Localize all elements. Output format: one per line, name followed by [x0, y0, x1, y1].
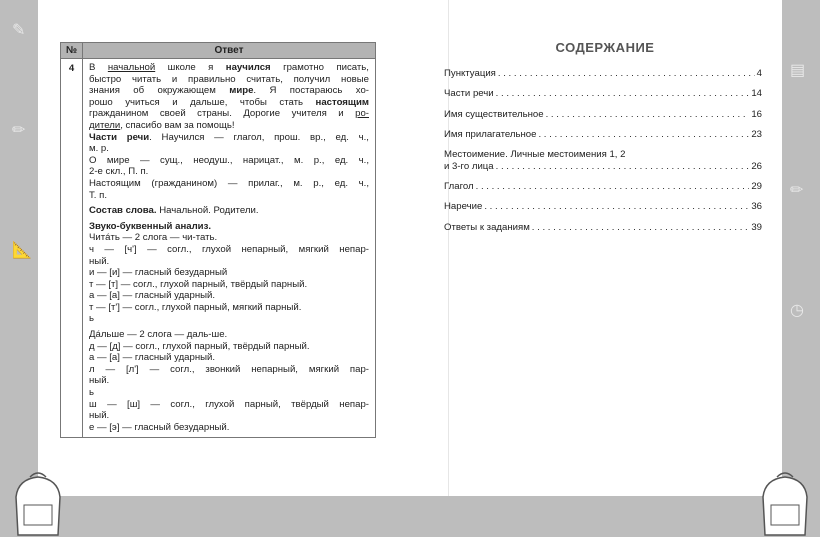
- toc-page-number: 16: [751, 108, 762, 120]
- text-span: Части речи: [89, 131, 150, 143]
- toc-item[interactable]: [444, 109, 762, 121]
- task-number: 4: [61, 59, 83, 438]
- answer-line: [89, 221, 369, 233]
- toc-item-label: и 3-го лица: [444, 160, 494, 172]
- toc-item[interactable]: [444, 222, 762, 234]
- text-span: ный.: [89, 255, 110, 267]
- dot-leader: [496, 161, 750, 173]
- dot-leader: [496, 88, 750, 100]
- dot-leader: [484, 201, 749, 213]
- dot-leader: [538, 129, 749, 141]
- answer-line: [89, 166, 369, 178]
- answer-line: [89, 190, 369, 202]
- answer-line: [89, 232, 369, 244]
- text-span: Читáть — 2 слога — чи-тать.: [89, 232, 218, 244]
- toc-item-label: Имя прилагательное: [444, 128, 537, 140]
- answer-text: [83, 59, 376, 438]
- text-span: В: [89, 62, 108, 73]
- toc-item-label: Наречие: [444, 201, 483, 213]
- answer-line: [89, 256, 369, 268]
- text-span: и — [и] — гласный безударный: [89, 267, 228, 279]
- text-span: ь: [89, 313, 94, 325]
- toc-page-number: 23: [751, 128, 762, 140]
- text-span: е — [э] — гласный безударный.: [89, 421, 230, 433]
- dot-leader: [532, 222, 750, 234]
- answer-line: [89, 387, 369, 399]
- toc-item-label: Имя существительное: [444, 108, 544, 120]
- answer-line: [89, 178, 369, 190]
- text-span: , спасибо вам за помощь!: [120, 119, 235, 131]
- table-row: [61, 59, 376, 438]
- answer-table: [60, 42, 376, 438]
- toc-item-label: Местоимение. Личные местоимения 1, 2: [444, 149, 626, 161]
- answer-line: [89, 155, 369, 167]
- answer-line: [89, 364, 369, 376]
- text-span: ш — [ш] — согл., глухой парный, твёрдый непар-: [89, 398, 369, 410]
- text-span: . Научился — глагол, прош. вр., ед. ч.,: [149, 131, 369, 143]
- toc-item-label: Ответы к заданиям: [444, 221, 530, 233]
- ruler-icon: 📐: [12, 242, 32, 259]
- text-span: знания об окружающем: [89, 85, 230, 97]
- toc-item[interactable]: [444, 88, 762, 100]
- text-span: Начальной. Родители.: [156, 205, 259, 217]
- toc-page-number: 29: [751, 181, 762, 192]
- text-span: т — [т'] — согл., глухой парный, мягкий парный.: [89, 301, 302, 313]
- text-span: начальной: [107, 62, 156, 73]
- toc-page-number: 36: [751, 201, 762, 213]
- text-span: Звуко-буквенный анализ.: [89, 220, 212, 232]
- text-span: ч — [ч'] — согл., глухой непарный, мягкий непар-: [89, 243, 369, 255]
- text-span: мире: [229, 85, 254, 97]
- answer-line: [89, 313, 369, 325]
- text-span: л — [л'] — согл., звонкий непарный, мягкий пар-: [89, 363, 369, 375]
- text-span: ь: [89, 387, 94, 399]
- text-span: а — [а] — гласный ударный.: [89, 290, 216, 302]
- answer-line: [89, 302, 369, 314]
- toc-title: СОДЕРЖАНИЕ: [555, 40, 655, 55]
- toc-item[interactable]: [444, 68, 762, 80]
- answer-line: [89, 108, 369, 120]
- answer-line: [89, 410, 369, 422]
- toc-page-number: 26: [751, 160, 762, 172]
- answer-line: [89, 120, 369, 132]
- answer-line: [89, 85, 369, 97]
- text-span: школе я: [155, 62, 226, 73]
- text-span: д — [д] — согл., глухой парный, твёрдый парный.: [89, 340, 310, 352]
- text-span: м. р.: [89, 143, 109, 155]
- text-span: 2-е скл., П. п.: [89, 166, 149, 178]
- answer-line: [89, 143, 369, 155]
- toc-page-number: 39: [751, 221, 762, 233]
- backpack-icon: [8, 467, 68, 537]
- toc-item-label: Части речи: [444, 88, 494, 100]
- answer-line: [89, 97, 369, 109]
- text-span: Дáльше — 2 слога — даль-ше.: [89, 329, 228, 341]
- toc-page-number: 14: [751, 88, 762, 100]
- pencil-icon: ✏: [12, 122, 26, 139]
- text-span: Настоящим (гражданином) — прилаг., м. р., ед. ч.,: [89, 177, 369, 189]
- answer-line: [89, 74, 369, 86]
- answer-line: [89, 279, 369, 291]
- toc-item[interactable]: [444, 161, 762, 173]
- table-of-contents: [444, 68, 762, 242]
- text-span: гражданином своей страны. Дорогие учителя и: [89, 108, 356, 120]
- text-span: дители: [89, 119, 121, 131]
- text-span: грамотно писать,: [270, 62, 369, 73]
- dot-leader: [498, 68, 755, 80]
- answer-line: [89, 62, 369, 74]
- dot-leader: [476, 181, 750, 193]
- eraser-icon: ✎: [12, 22, 26, 39]
- dot-leader: [546, 109, 750, 121]
- header-answer: Ответ: [83, 43, 376, 59]
- toc-item[interactable]: [444, 201, 762, 213]
- toc-page-number: 4: [756, 68, 762, 79]
- toc-item[interactable]: [444, 181, 762, 193]
- text-span: . Я постараюсь хо-: [253, 85, 370, 97]
- answer-line: [89, 267, 369, 279]
- text-span: ный.: [89, 375, 110, 387]
- answer-line: [89, 375, 369, 387]
- clock-icon: ◷: [790, 302, 804, 319]
- backpack-icon: [755, 467, 815, 537]
- header-number: №: [61, 43, 83, 59]
- text-span: ный.: [89, 410, 110, 422]
- answer-line: [89, 422, 369, 434]
- text-span: научился: [225, 62, 271, 73]
- answer-line: [89, 399, 369, 411]
- answer-line: [89, 352, 369, 364]
- toc-item-label: Глагол: [444, 181, 474, 192]
- text-span: Т. п.: [89, 189, 107, 201]
- text-span: т — [т] — согл., глухой парный, твёрдый парный.: [89, 278, 308, 290]
- text-span: а — [а] — гласный ударный.: [89, 352, 216, 364]
- answer-line: [89, 329, 369, 341]
- answer-line: [89, 290, 369, 302]
- answer-line: [89, 341, 369, 353]
- toc-item[interactable]: [444, 129, 762, 141]
- text-span: рошо учиться и дальше, чтобы стать: [89, 96, 316, 108]
- answer-line: [89, 132, 369, 144]
- answer-line: [89, 205, 369, 217]
- notebook-icon: ▤: [790, 62, 806, 79]
- pencil-icon: ✏: [790, 182, 804, 199]
- answer-line: [89, 244, 369, 256]
- toc-item-label: Пунктуация: [444, 68, 496, 79]
- text-span: быстро читать и правильно считать, получил новые: [89, 73, 369, 85]
- text-span: ро-: [355, 108, 369, 120]
- text-span: О мире — сущ., неодуш., нарицат., м. р., ед. ч.,: [89, 154, 369, 166]
- text-span: настоящим: [315, 96, 369, 108]
- text-span: Состав слова.: [89, 205, 157, 217]
